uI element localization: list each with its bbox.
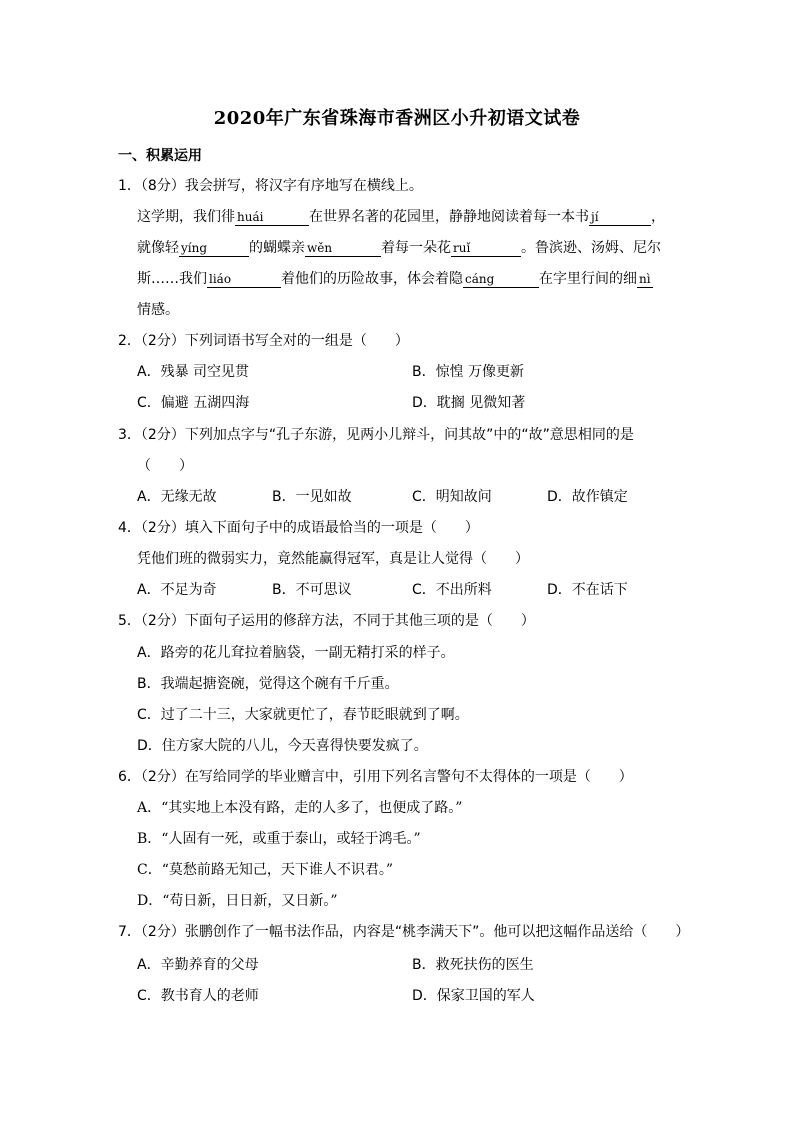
option-d[interactable]: D．不在话下 [547,582,628,598]
pinyin-blank[interactable]: ruǐ [451,241,521,257]
pinyin-blank[interactable]: nì [637,272,653,288]
option-c[interactable]: C．“莫愁前路无知己，天下谁人不识君。” [137,862,394,878]
question-3-stem: 3．（2分）下列加点字与“孔子东游，见两小儿辩斗，问其故”中的“故”意思相同的是 [118,427,634,443]
section-heading: 一、积累运用 [118,148,202,164]
option-b[interactable]: B．“人固有一死，或重于泰山，或轻于鸿毛。” [137,831,421,847]
question-1-line-4: 情感。 [137,302,179,318]
option-a[interactable]: A．残暴 司空见贯 [137,364,250,380]
question-6-stem: 6．（2分）在写给同学的毕业赠言中，引用下列名言警句不太得体的一项是（ ） [118,769,633,785]
option-c[interactable]: C．不出所料 [412,582,492,598]
question-1-line-1: 这学期，我们徘 huái 在世界名著的花园里，静静地阅读着每一本书 jí ， [137,209,665,225]
option-b[interactable]: B．救死扶伤的医生 [412,957,534,973]
question-7-stem: 7．（2分）张鹏创作了一幅书法作品，内容是“桃李满天下”。他可以把这幅作品送给（ ） [118,924,690,940]
option-a[interactable]: A．“其实地上本没有路，走的人多了，也便成了路。” [137,800,463,816]
option-b[interactable]: B．不可思议 [272,582,352,598]
question-1-stem: 1．（8分）我会拼写，将汉字有序地写在横线上。 [118,178,423,194]
option-b[interactable]: B．我端起搪瓷碗，觉得这个碗有千斤重。 [137,676,399,692]
question-2-stem: 2．（2分）下列词语书写全对的一组是（ ） [118,333,409,349]
option-a[interactable]: A．无缘无故 [137,489,217,505]
question-4-stem: 4．（2分）填入下面句子中的成语最恰当的一项是（ ） [118,520,479,536]
pinyin-blank[interactable]: liáo [207,272,281,288]
pinyin-blank[interactable]: huái [235,210,309,226]
option-d[interactable]: D．故作镇定 [547,489,628,505]
pinyin-blank[interactable]: yíng [179,241,249,257]
pinyin-blank[interactable]: wěn [305,241,381,257]
option-c[interactable]: C．明知故问 [412,489,492,505]
option-d[interactable]: D．“苟日新，日日新，又日新。” [137,893,338,909]
question-1-line-3: 斯……我们 liáo 着他们的历险故事，体会着隐 cáng 在字里行间的细 nì [137,269,653,289]
option-d[interactable]: D．耽搁 见微知著 [412,395,526,411]
question-3-answer-paren: （ ） [137,458,193,474]
option-a[interactable]: A．辛勤养育的父母 [137,957,259,973]
option-c[interactable]: C．偏避 五湖四海 [137,395,250,411]
option-d[interactable]: D．保家卫国的军人 [412,988,535,1004]
question-4-sentence: 凭他们班的微弱实力，竟然能赢得冠军，真是让人觉得（ ） [137,551,529,567]
option-a[interactable]: A．不足为奇 [137,582,217,598]
pinyin-blank[interactable]: cáng [463,272,539,288]
question-5-stem: 5．（2分）下面句子运用的修辞方法，不同于其他三项的是（ ） [118,613,535,629]
pinyin-blank[interactable]: jí [589,210,651,226]
question-1-line-2: 就像轻 yíng 的蝴蝶亲 wěn 着每一朵花 ruǐ 。鲁滨逊、汤姆、尼尔 [137,240,661,256]
option-a[interactable]: A．路旁的花儿耷拉着脑袋，一副无精打采的样子。 [137,645,455,661]
option-d[interactable]: D．住方家大院的八儿，今天喜得快要发疯了。 [137,738,428,754]
page-title: 2020年广东省珠海市香洲区小升初语文试卷 [213,108,581,129]
option-c[interactable]: C．教书育人的老师 [137,988,259,1004]
option-c[interactable]: C．过了二十三，大家就更忙了，春节眨眼就到了啊。 [137,707,469,723]
option-b[interactable]: B．一见如故 [272,489,352,505]
option-b[interactable]: B．惊惶 万像更新 [412,364,525,380]
